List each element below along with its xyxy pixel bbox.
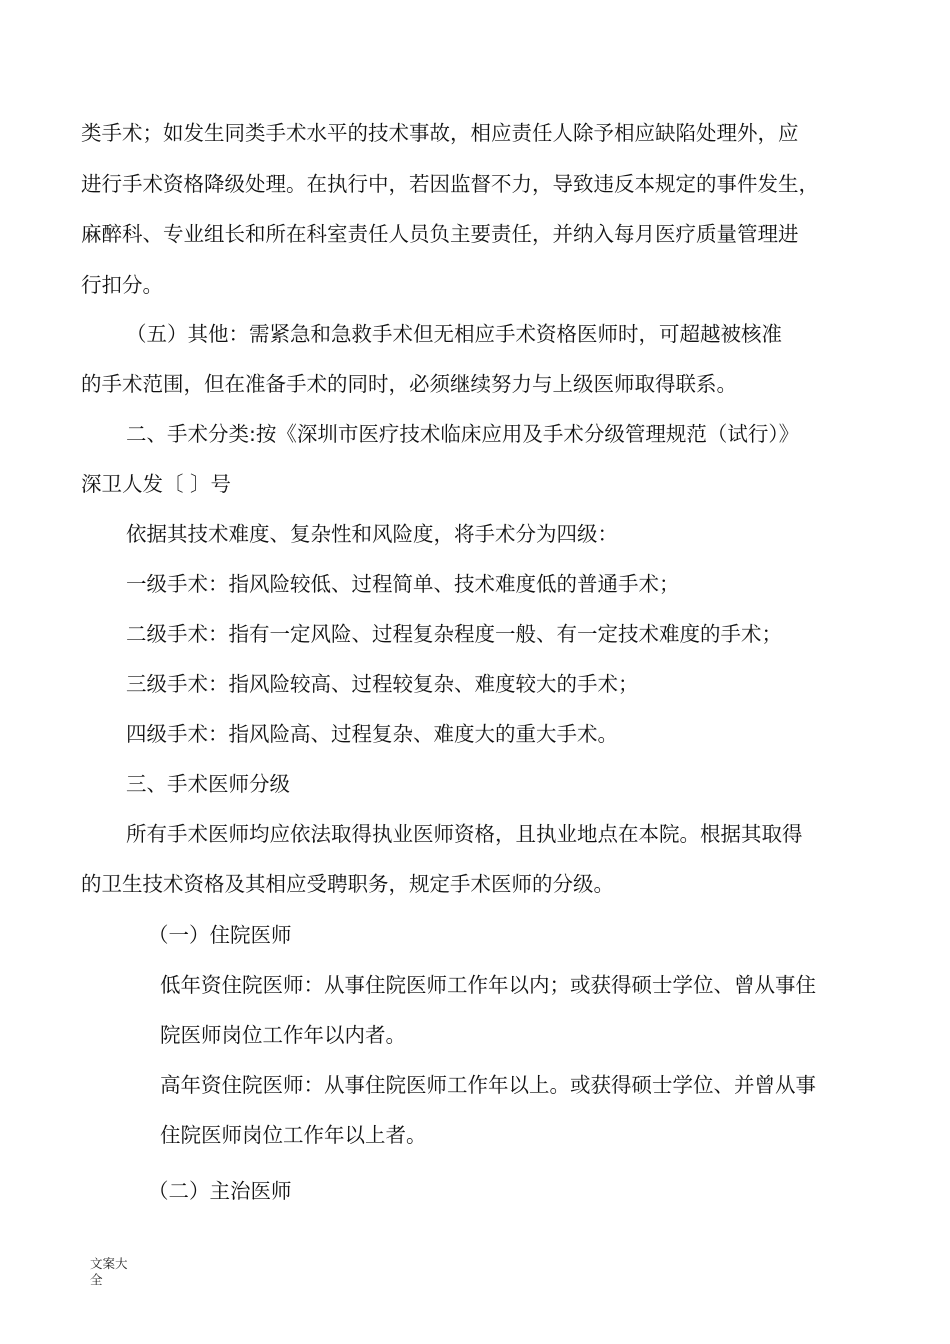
paragraph-line: 院医师岗位工作年以内者。 <box>160 1023 406 1047</box>
surgery-level-item: 四级手术：指风险高、过程复杂、难度大的重大手术。 <box>126 722 618 746</box>
subsection-heading-attending: （二）主治医师 <box>148 1179 292 1203</box>
surgery-level-item: 一级手术：指风险较低、过程简单、技术难度低的普通手术； <box>126 572 680 596</box>
paragraph-line: （五）其他：需紧急和急救手术但无相应手术资格医师时，可超越被核准 <box>126 322 782 346</box>
paragraph-line: 的卫生技术资格及其相应受聘职务，规定手术医师的分级。 <box>81 872 614 896</box>
surgery-level-item: 三级手术：指风险较高、过程较复杂、难度较大的手术； <box>126 672 639 696</box>
paragraph-line: 所有手术医师均应依法取得执业医师资格，且执业地点在本院。根据其取得 <box>126 822 803 846</box>
paragraph-line: 低年资住院医师：从事住院医师工作年以内；或获得硕士学位、曾从事住 <box>160 973 816 997</box>
paragraph-line: 高年资住院医师：从事住院医师工作年以上。或获得硕士学位、并曾从事 <box>160 1073 816 1097</box>
paragraph-line: 的手术范围，但在准备手术的同时，必须继续努力与上级医师取得联系。 <box>81 372 737 396</box>
subsection-heading-resident: （一）住院医师 <box>148 923 292 947</box>
paragraph-line: 麻醉科、专业组长和所在科室责任人员负主要责任，并纳入每月医疗质量管理进 <box>81 222 799 246</box>
section-heading-surgeon-grading: 三、手术医师分级 <box>126 772 290 796</box>
section-heading-surgery-classification: 二、手术分类:按《深圳市医疗技术临床应用及手术分级管理规范（试行）》 <box>126 422 800 446</box>
paragraph-line: 依据其技术难度、复杂性和风险度，将手术分为四级： <box>126 522 618 546</box>
paragraph-line: 行扣分。 <box>81 273 163 297</box>
paragraph-line: 类手术；如发生同类手术水平的技术事故，相应责任人除予相应缺陷处理外，应 <box>81 121 799 145</box>
paragraph-line: 深卫人发〔 〕号 <box>81 472 232 496</box>
page-footer: 文案大全 <box>90 1256 128 1287</box>
surgery-level-item: 二级手术：指有一定风险、过程复杂程度一般、有一定技术难度的手术； <box>126 622 782 646</box>
paragraph-line: 进行手术资格降级处理。在执行中，若因监督不力，导致违反本规定的事件发生， <box>81 172 819 196</box>
paragraph-line: 住院医师岗位工作年以上者。 <box>160 1123 427 1147</box>
